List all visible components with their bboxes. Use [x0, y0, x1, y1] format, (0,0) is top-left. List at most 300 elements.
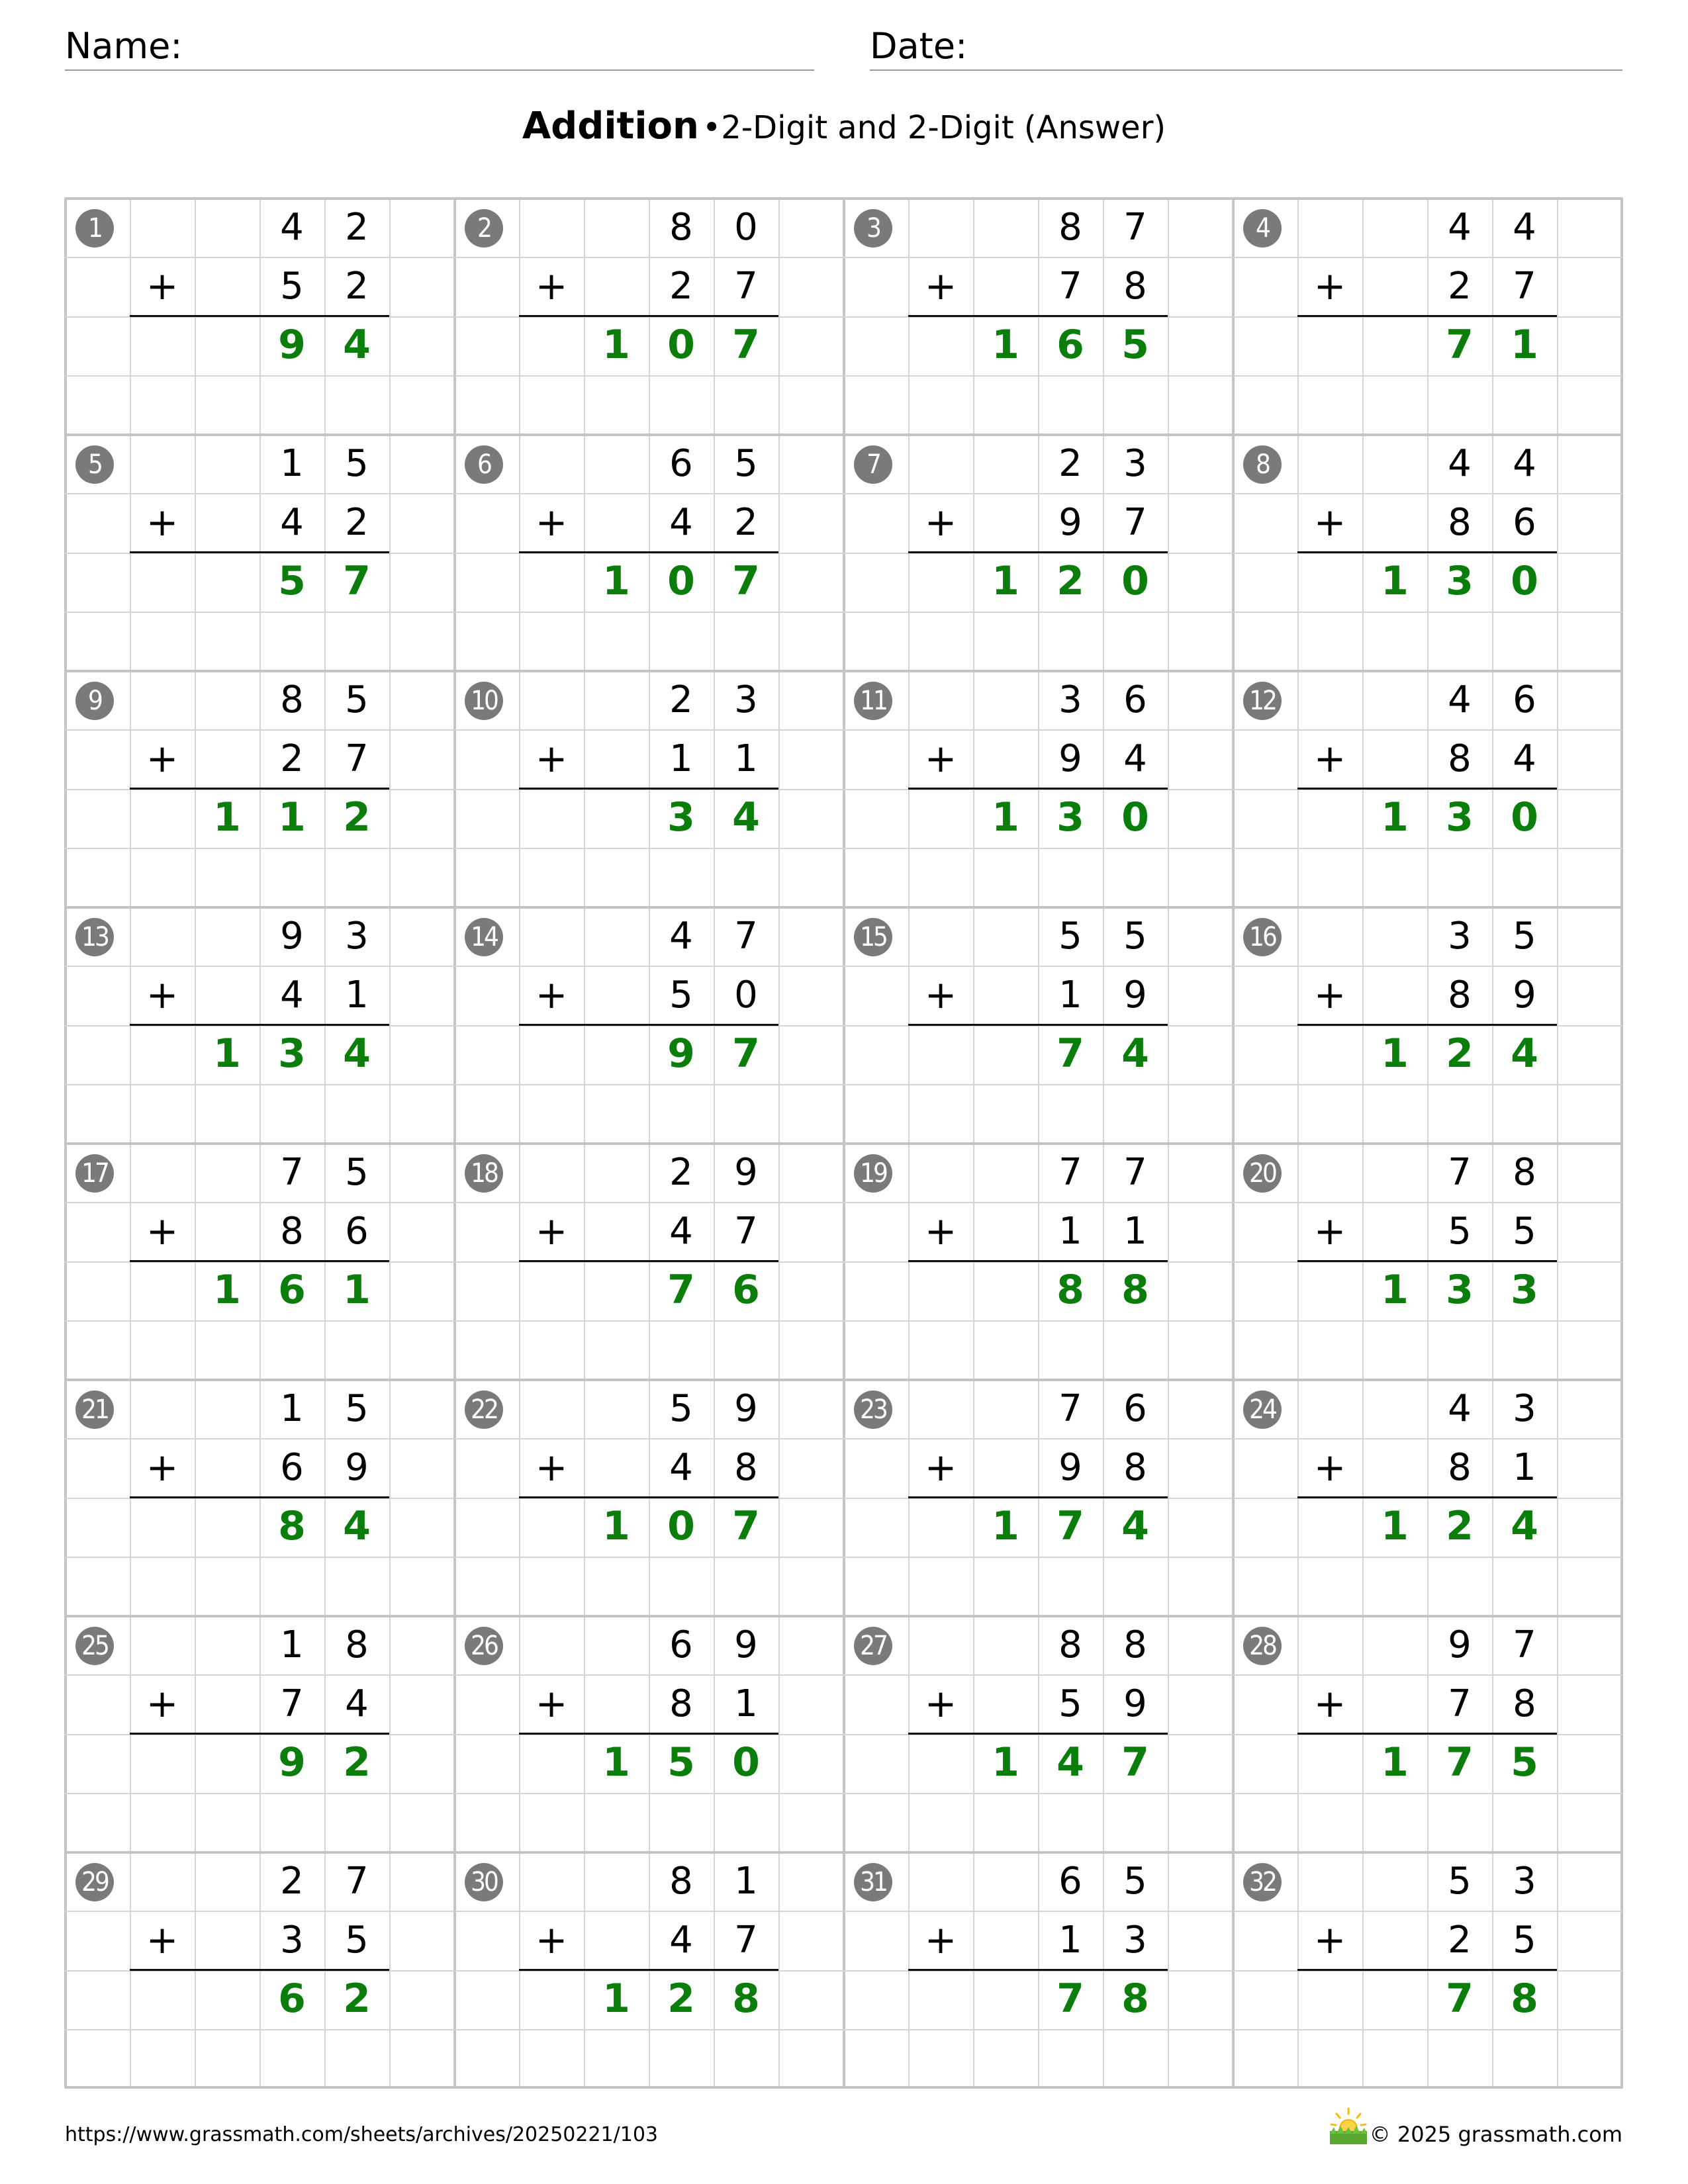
- problem-24: [1233, 1379, 1622, 1615]
- answer-digit: 7: [1446, 1976, 1474, 2022]
- problem-number-badge: 31: [854, 1863, 892, 1901]
- problem-number-badge: 14: [465, 918, 503, 956]
- problem-number-badge: 32: [1243, 1863, 1282, 1901]
- answer-digit: 7: [1056, 1030, 1084, 1077]
- problem-number-badge: 12: [1243, 682, 1282, 720]
- addend-a-digit: 4: [1448, 1387, 1472, 1430]
- problem-12: [1233, 670, 1622, 907]
- addend-b-digit: 5: [280, 265, 304, 308]
- answer-digit: 7: [732, 322, 760, 368]
- problem-26: [454, 1615, 843, 1852]
- answer-digit: 7: [732, 1030, 760, 1077]
- addend-a-digit: 7: [1123, 1151, 1147, 1194]
- addend-b-digit: 9: [1513, 974, 1536, 1017]
- addend-a-digit: 9: [1448, 1623, 1472, 1666]
- addend-b-digit: 1: [1058, 1210, 1082, 1253]
- answer-digit: 0: [667, 322, 695, 368]
- addend-a-digit: 1: [280, 1623, 304, 1666]
- addend-a-digit: 3: [734, 678, 758, 721]
- plus-sign: +: [924, 972, 957, 1017]
- answer-digit: 8: [1121, 1976, 1149, 2022]
- answer-digit: 3: [1056, 794, 1084, 841]
- plus-sign: +: [535, 1681, 568, 1726]
- answer-digit: 0: [1511, 794, 1538, 841]
- addend-b-digit: 3: [280, 1919, 304, 1962]
- addend-a-digit: 7: [1058, 1387, 1082, 1430]
- addend-b-digit: 7: [734, 1919, 758, 1962]
- plus-sign: +: [146, 1445, 179, 1490]
- plus-sign: +: [535, 1917, 568, 1962]
- addend-a-digit: 1: [734, 1860, 758, 1903]
- addend-a-digit: 5: [669, 1387, 693, 1430]
- addend-a-digit: 5: [345, 678, 369, 721]
- answer-digit: 4: [1511, 1030, 1538, 1077]
- plus-sign: +: [924, 1208, 957, 1253]
- addend-b-digit: 0: [734, 974, 758, 1017]
- problem-number-badge: 26: [465, 1627, 503, 1665]
- addend-a-digit: 3: [1058, 678, 1082, 721]
- addend-b-digit: 4: [280, 501, 304, 544]
- plus-sign: +: [146, 263, 179, 308]
- plus-sign: +: [1313, 1681, 1346, 1726]
- addend-b-digit: 3: [1123, 1919, 1147, 1962]
- problem-9: [65, 670, 454, 907]
- addend-b-digit: 1: [734, 1682, 758, 1725]
- answer-digit: 4: [1121, 1030, 1149, 1077]
- addend-b-digit: 8: [1513, 1682, 1536, 1725]
- addend-b-digit: 8: [1448, 501, 1472, 544]
- addend-b-digit: 8: [1448, 974, 1472, 1017]
- problem-number-badge: 20: [1243, 1154, 1282, 1193]
- addend-a-digit: 9: [280, 915, 304, 958]
- problem-number-badge: 18: [465, 1154, 503, 1193]
- addend-b-digit: 7: [280, 1682, 304, 1725]
- addend-a-digit: 7: [1123, 206, 1147, 249]
- problem-15: [843, 907, 1233, 1143]
- addend-b-digit: 8: [1123, 1446, 1147, 1489]
- problem-number-badge: 10: [465, 682, 503, 720]
- addend-b-digit: 5: [1513, 1919, 1536, 1962]
- answer-digit: 7: [732, 1503, 760, 1549]
- answer-digit: 1: [602, 322, 630, 368]
- addend-a-digit: 7: [1448, 1151, 1472, 1194]
- problem-number-badge: 4: [1243, 209, 1282, 248]
- addend-b-digit: 7: [1513, 265, 1536, 308]
- addend-b-digit: 2: [345, 501, 369, 544]
- addend-a-digit: 4: [1513, 206, 1536, 249]
- problem-number-badge: 3: [854, 209, 892, 248]
- addend-b-digit: 4: [669, 1210, 693, 1253]
- addend-a-digit: 7: [1513, 1623, 1536, 1666]
- addend-b-digit: 2: [669, 265, 693, 308]
- answer-digit: 0: [667, 558, 695, 604]
- plus-sign: +: [535, 1445, 568, 1490]
- addend-a-digit: 5: [1058, 915, 1082, 958]
- answer-digit: 2: [1446, 1030, 1474, 1077]
- answer-digit: 6: [278, 1976, 306, 2022]
- plus-sign: +: [146, 972, 179, 1017]
- addend-a-digit: 4: [1448, 206, 1472, 249]
- answer-digit: 0: [1121, 558, 1149, 604]
- answer-digit: 4: [343, 1030, 371, 1077]
- addend-b-digit: 8: [669, 1682, 693, 1725]
- answer-digit: 0: [667, 1503, 695, 1549]
- addend-a-digit: 6: [1123, 1387, 1147, 1430]
- addend-b-digit: 8: [1448, 737, 1472, 780]
- problem-number-badge: 11: [854, 682, 892, 720]
- addend-a-digit: 2: [669, 678, 693, 721]
- answer-digit: 1: [992, 1503, 1019, 1549]
- addend-b-digit: 6: [1513, 501, 1536, 544]
- addend-b-digit: 1: [1058, 974, 1082, 1017]
- addend-a-digit: 9: [734, 1387, 758, 1430]
- problem-number-badge: 1: [75, 209, 114, 248]
- plus-sign: +: [1313, 1208, 1346, 1253]
- problem-7: [843, 434, 1233, 670]
- answer-digit: 3: [1511, 1267, 1538, 1313]
- addend-b-digit: 7: [1123, 501, 1147, 544]
- problem-number-badge: 21: [75, 1390, 114, 1429]
- answer-digit: 6: [1056, 322, 1084, 368]
- addend-a-digit: 6: [1123, 678, 1147, 721]
- addend-a-digit: 2: [345, 206, 369, 249]
- addend-a-digit: 6: [1513, 678, 1536, 721]
- answer-digit: 7: [732, 558, 760, 604]
- answer-digit: 1: [602, 1976, 630, 2022]
- addend-a-digit: 6: [669, 442, 693, 485]
- addend-b-digit: 7: [1448, 1682, 1472, 1725]
- answer-digit: 1: [1381, 558, 1409, 604]
- addend-b-digit: 8: [1448, 1446, 1472, 1489]
- problem-23: [843, 1379, 1233, 1615]
- problem-2: [454, 198, 843, 434]
- addend-b-digit: 9: [1058, 1446, 1082, 1489]
- problem-6: [454, 434, 843, 670]
- addend-b-digit: 4: [669, 1446, 693, 1489]
- addend-a-digit: 8: [280, 678, 304, 721]
- addend-a-digit: 7: [1058, 1151, 1082, 1194]
- answer-digit: 7: [667, 1267, 695, 1313]
- plus-sign: +: [1313, 1445, 1346, 1490]
- addend-a-digit: 4: [1448, 678, 1472, 721]
- date-label: Date:: [870, 25, 968, 67]
- addend-b-digit: 7: [734, 1210, 758, 1253]
- plus-sign: +: [1313, 972, 1346, 1017]
- addend-a-digit: 5: [345, 1151, 369, 1194]
- problem-31: [843, 1852, 1233, 2088]
- answer-digit: 4: [732, 794, 760, 841]
- name-field[interactable]: [65, 23, 814, 71]
- plus-sign: +: [535, 972, 568, 1017]
- title-sub: •2-Digit and 2-Digit (Answer): [702, 109, 1166, 146]
- addend-b-digit: 1: [669, 737, 693, 780]
- addend-a-digit: 0: [734, 206, 758, 249]
- answer-digit: 2: [343, 794, 371, 841]
- footer-url[interactable]: https://www.grassmath.com/sheets/archives/20250221/103: [65, 2123, 659, 2146]
- addend-b-digit: 2: [1448, 265, 1472, 308]
- answer-digit: 1: [1381, 1739, 1409, 1786]
- addend-b-digit: 7: [734, 265, 758, 308]
- addend-a-digit: 4: [280, 206, 304, 249]
- addend-a-digit: 5: [345, 442, 369, 485]
- problem-13: [65, 907, 454, 1143]
- grass-sun-logo-icon: [1327, 2107, 1370, 2147]
- addend-a-digit: 2: [1058, 442, 1082, 485]
- answer-digit: 1: [1511, 322, 1538, 368]
- problem-number-badge: 24: [1243, 1390, 1282, 1429]
- problem-4: [1233, 198, 1622, 434]
- problem-number-badge: 25: [75, 1627, 114, 1665]
- answer-digit: 1: [1381, 1267, 1409, 1313]
- problem-number-badge: 15: [854, 918, 892, 956]
- answer-digit: 3: [278, 1030, 306, 1077]
- addend-a-digit: 3: [1123, 442, 1147, 485]
- problem-number-badge: 22: [465, 1390, 503, 1429]
- answer-digit: 2: [1446, 1503, 1474, 1549]
- addend-b-digit: 9: [1058, 501, 1082, 544]
- addend-a-digit: 8: [1513, 1151, 1536, 1194]
- addend-b-digit: 2: [345, 265, 369, 308]
- addend-a-digit: 8: [1123, 1623, 1147, 1666]
- addend-a-digit: 3: [1513, 1860, 1536, 1903]
- addend-b-digit: 5: [345, 1919, 369, 1962]
- worksheet-title: [0, 105, 1688, 148]
- answer-digit: 3: [1446, 1267, 1474, 1313]
- problem-number-badge: 2: [465, 209, 503, 248]
- answer-digit: 7: [1121, 1739, 1149, 1786]
- problem-25: [65, 1615, 454, 1852]
- answer-digit: 2: [343, 1976, 371, 2022]
- problem-number-badge: 5: [75, 445, 114, 484]
- addend-a-digit: 3: [345, 915, 369, 958]
- addend-a-digit: 3: [1448, 915, 1472, 958]
- answer-digit: 1: [992, 794, 1019, 841]
- addend-a-digit: 5: [734, 442, 758, 485]
- answer-digit: 1: [213, 1267, 241, 1313]
- answer-digit: 1: [992, 1739, 1019, 1786]
- problem-number-badge: 16: [1243, 918, 1282, 956]
- plus-sign: +: [924, 500, 957, 545]
- plus-sign: +: [535, 1208, 568, 1253]
- addend-b-digit: 7: [345, 737, 369, 780]
- answer-digit: 1: [343, 1267, 371, 1313]
- answer-digit: 4: [1056, 1739, 1084, 1786]
- answer-digit: 1: [213, 794, 241, 841]
- plus-sign: +: [535, 736, 568, 781]
- answer-digit: 1: [992, 558, 1019, 604]
- plus-sign: +: [535, 500, 568, 545]
- answer-digit: 5: [1511, 1739, 1538, 1786]
- addend-a-digit: 8: [345, 1623, 369, 1666]
- plus-sign: +: [146, 1208, 179, 1253]
- problem-number-badge: 30: [465, 1863, 503, 1901]
- addend-a-digit: 2: [669, 1151, 693, 1194]
- problem-number-badge: 7: [854, 445, 892, 484]
- answer-digit: 3: [1446, 794, 1474, 841]
- answer-digit: 7: [1056, 1503, 1084, 1549]
- answer-digit: 8: [1056, 1267, 1084, 1313]
- addend-b-digit: 6: [345, 1210, 369, 1253]
- addend-b-digit: 1: [1058, 1919, 1082, 1962]
- addend-a-digit: 6: [1058, 1860, 1082, 1903]
- addend-a-digit: 4: [1513, 442, 1536, 485]
- addend-b-digit: 4: [1513, 737, 1536, 780]
- addend-a-digit: 5: [1123, 915, 1147, 958]
- plus-sign: +: [146, 500, 179, 545]
- answer-digit: 2: [343, 1739, 371, 1786]
- problem-number-badge: 8: [1243, 445, 1282, 484]
- answer-digit: 5: [1121, 322, 1149, 368]
- addend-a-digit: 7: [734, 915, 758, 958]
- addend-b-digit: 1: [1513, 1446, 1536, 1489]
- problem-27: [843, 1615, 1233, 1852]
- answer-digit: 0: [1511, 558, 1538, 604]
- problem-number-badge: 29: [75, 1863, 114, 1901]
- plus-sign: +: [535, 263, 568, 308]
- addend-b-digit: 6: [280, 1446, 304, 1489]
- answer-digit: 5: [667, 1739, 695, 1786]
- addend-b-digit: 4: [669, 501, 693, 544]
- answer-digit: 0: [732, 1739, 760, 1786]
- problem-number-badge: 28: [1243, 1627, 1282, 1665]
- problem-18: [454, 1143, 843, 1379]
- problem-32: [1233, 1852, 1622, 2088]
- addend-b-digit: 4: [1123, 737, 1147, 780]
- problem-21: [65, 1379, 454, 1615]
- answer-digit: 9: [667, 1030, 695, 1077]
- problem-22: [454, 1379, 843, 1615]
- problem-number-badge: 27: [854, 1627, 892, 1665]
- addend-b-digit: 9: [1123, 1682, 1147, 1725]
- answer-digit: 1: [602, 558, 630, 604]
- answer-digit: 2: [1056, 558, 1084, 604]
- addend-b-digit: 7: [1058, 265, 1082, 308]
- problem-5: [65, 434, 454, 670]
- answer-digit: 6: [278, 1267, 306, 1313]
- answer-digit: 1: [1381, 1503, 1409, 1549]
- addend-a-digit: 8: [669, 1860, 693, 1903]
- plus-sign: +: [146, 736, 179, 781]
- problem-14: [454, 907, 843, 1143]
- answer-digit: 3: [667, 794, 695, 841]
- answer-digit: 3: [1446, 558, 1474, 604]
- problem-20: [1233, 1143, 1622, 1379]
- answer-digit: 4: [1121, 1503, 1149, 1549]
- problem-19: [843, 1143, 1233, 1379]
- answer-digit: 6: [732, 1267, 760, 1313]
- answer-digit: 7: [1056, 1976, 1084, 2022]
- plus-sign: +: [1313, 736, 1346, 781]
- answer-digit: 9: [278, 322, 306, 368]
- answer-digit: 1: [278, 794, 306, 841]
- addend-a-digit: 5: [345, 1387, 369, 1430]
- problem-28: [1233, 1615, 1622, 1852]
- answer-digit: 1: [602, 1503, 630, 1549]
- addend-b-digit: 4: [345, 1682, 369, 1725]
- plus-sign: +: [924, 263, 957, 308]
- title-main: Addition: [522, 105, 699, 148]
- plus-sign: +: [1313, 1917, 1346, 1962]
- problem-10: [454, 670, 843, 907]
- addend-b-digit: 2: [280, 737, 304, 780]
- answer-digit: 2: [667, 1976, 695, 2022]
- addend-b-digit: 8: [734, 1446, 758, 1489]
- addend-b-digit: 1: [1123, 1210, 1147, 1253]
- answer-digit: 4: [1511, 1503, 1538, 1549]
- answer-digit: 5: [278, 558, 306, 604]
- answer-digit: 8: [278, 1503, 306, 1549]
- addend-a-digit: 5: [1123, 1860, 1147, 1903]
- problem-1: [65, 198, 454, 434]
- addend-b-digit: 5: [1448, 1210, 1472, 1253]
- addend-b-digit: 1: [345, 974, 369, 1017]
- plus-sign: +: [1313, 500, 1346, 545]
- addend-a-digit: 5: [1448, 1860, 1472, 1903]
- answer-digit: 1: [213, 1030, 241, 1077]
- answer-digit: 1: [1381, 1030, 1409, 1077]
- addend-b-digit: 4: [280, 974, 304, 1017]
- problem-8: [1233, 434, 1622, 670]
- answer-digit: 1: [602, 1739, 630, 1786]
- answer-digit: 4: [343, 1503, 371, 1549]
- addend-a-digit: 7: [280, 1151, 304, 1194]
- problem-3: [843, 198, 1233, 434]
- plus-sign: +: [146, 1681, 179, 1726]
- addend-a-digit: 7: [345, 1860, 369, 1903]
- addend-a-digit: 8: [669, 206, 693, 249]
- problem-11: [843, 670, 1233, 907]
- plus-sign: +: [924, 1681, 957, 1726]
- answer-digit: 0: [1121, 794, 1149, 841]
- problem-number-badge: 6: [465, 445, 503, 484]
- plus-sign: +: [924, 1445, 957, 1490]
- addend-a-digit: 2: [280, 1860, 304, 1903]
- answer-digit: 7: [1446, 1739, 1474, 1786]
- addend-a-digit: 6: [669, 1623, 693, 1666]
- addend-b-digit: 8: [280, 1210, 304, 1253]
- addend-b-digit: 4: [669, 1919, 693, 1962]
- addend-b-digit: 2: [1448, 1919, 1472, 1962]
- addend-a-digit: 5: [1513, 915, 1536, 958]
- addend-b-digit: 9: [1123, 974, 1147, 1017]
- problem-number-badge: 17: [75, 1154, 114, 1193]
- problem-17: [65, 1143, 454, 1379]
- addend-b-digit: 9: [345, 1446, 369, 1489]
- answer-digit: 7: [1446, 322, 1474, 368]
- answer-digit: 1: [1381, 794, 1409, 841]
- date-field[interactable]: [870, 23, 1622, 71]
- addend-b-digit: 5: [669, 974, 693, 1017]
- addend-a-digit: 4: [669, 915, 693, 958]
- problem-number-badge: 9: [75, 682, 114, 720]
- addend-a-digit: 9: [734, 1623, 758, 1666]
- addend-a-digit: 1: [280, 442, 304, 485]
- problem-number-badge: 13: [75, 918, 114, 956]
- addend-b-digit: 1: [734, 737, 758, 780]
- answer-digit: 9: [278, 1739, 306, 1786]
- plus-sign: +: [146, 1917, 179, 1962]
- addend-b-digit: 8: [1123, 265, 1147, 308]
- plus-sign: +: [924, 736, 957, 781]
- problem-30: [454, 1852, 843, 2088]
- answer-digit: 4: [343, 322, 371, 368]
- addend-a-digit: 8: [1058, 206, 1082, 249]
- addend-a-digit: 4: [1448, 442, 1472, 485]
- addend-b-digit: 5: [1058, 1682, 1082, 1725]
- problem-16: [1233, 907, 1622, 1143]
- plus-sign: +: [1313, 263, 1346, 308]
- addend-a-digit: 1: [280, 1387, 304, 1430]
